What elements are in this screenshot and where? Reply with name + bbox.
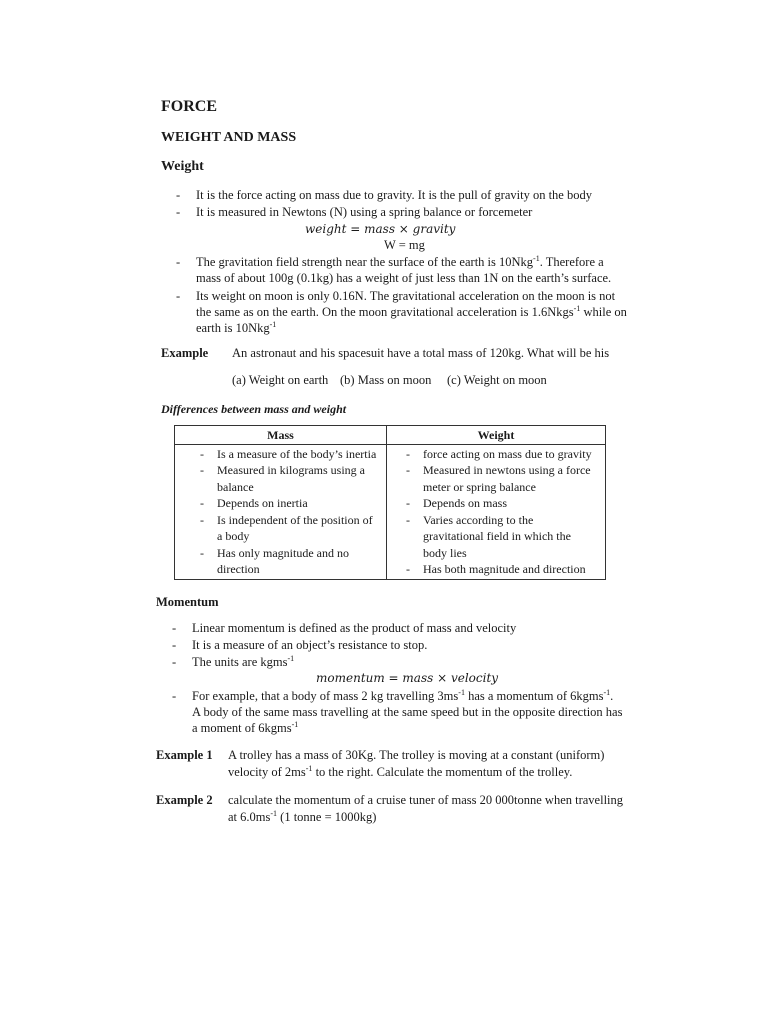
differences-table bbox=[174, 425, 606, 580]
example-1-label: Example 1 bbox=[156, 748, 213, 762]
bullet-dash: - bbox=[200, 463, 204, 477]
bullet-dash: - bbox=[176, 205, 181, 219]
bullet-text: For example, that a body of mass 2 kg travelling 3ms bbox=[192, 689, 459, 703]
weight-bullet-4-line-3 bbox=[196, 320, 276, 336]
bullet-dash: - bbox=[200, 446, 204, 461]
weight-heading: Weight bbox=[161, 159, 204, 174]
bullet-text: It is a measure of an object’s resistance to stop. bbox=[192, 638, 428, 652]
bullet-dash: - bbox=[176, 255, 181, 269]
bullet-text: has a momentum of 6kgms bbox=[464, 689, 604, 703]
bullet-text: It is measured in Newtons (N) using a spring balance or forcemeter bbox=[196, 205, 533, 219]
bullet-dash: - bbox=[172, 655, 177, 669]
list-item bbox=[175, 446, 382, 463]
item-text: force acting on mass due to gravity bbox=[423, 446, 592, 461]
weight-cell bbox=[387, 444, 606, 579]
example-text: An astronaut and his spacesuit have a total mass of 120kg. What will be his bbox=[232, 346, 610, 360]
bullet-text: . bbox=[610, 689, 614, 703]
weight-bullet-4-line-2 bbox=[196, 304, 627, 320]
momentum-bullet-4-line-3 bbox=[192, 720, 298, 736]
example-part-a: (a) Weight on earth bbox=[232, 373, 329, 387]
superscript: -1 bbox=[291, 719, 299, 729]
weight-formula: weight = mass × gravity bbox=[305, 222, 456, 236]
page-title: FORCE bbox=[161, 98, 217, 115]
example-label: Example bbox=[161, 346, 209, 360]
weight-bullet-1 bbox=[176, 187, 592, 203]
list-item bbox=[387, 512, 601, 562]
item-text: Is a measure of the body’s inertia bbox=[217, 446, 377, 461]
mass-cell bbox=[175, 444, 387, 579]
bullet-dash: - bbox=[176, 188, 181, 202]
bullet-text: Linear momentum is defined as the product of mass and velocity bbox=[192, 621, 517, 635]
bullet-dash: - bbox=[172, 621, 177, 635]
momentum-formula: momentum = mass × velocity bbox=[316, 671, 499, 685]
table-header-row bbox=[175, 426, 606, 445]
weight-bullet-3-line-2: mass of about 100g (0.1kg) has a weight of just less than 1N on the earth’s surface. bbox=[196, 271, 612, 285]
superscript: -1 bbox=[305, 763, 313, 773]
example-text: at 6.0ms bbox=[228, 810, 271, 824]
superscript: -1 bbox=[458, 687, 465, 697]
momentum-bullet-4-line-1 bbox=[172, 688, 613, 704]
list-item bbox=[387, 462, 601, 495]
list-item bbox=[175, 545, 382, 578]
superscript: -1 bbox=[573, 303, 581, 313]
item-text: Measured in newtons using a force meter or spring balance bbox=[423, 463, 591, 494]
bullet-dash: - bbox=[406, 446, 410, 461]
momentum-heading: Momentum bbox=[156, 595, 219, 609]
example-text: to the right. Calculate the momentum of the trolley. bbox=[312, 765, 573, 779]
weight-bullet-2 bbox=[176, 204, 532, 220]
momentum-bullet-4-line-2: A body of the same mass travelling at the same speed but in the opposite direction has bbox=[192, 705, 623, 719]
momentum-bullet-2 bbox=[172, 637, 427, 653]
weight-column-header: Weight bbox=[387, 426, 606, 445]
weight-formula-short: W = mg bbox=[384, 238, 425, 252]
superscript: -1 bbox=[270, 808, 278, 818]
weight-bullet-4-line-1 bbox=[176, 288, 615, 304]
bullet-text: . Therefore a bbox=[539, 255, 604, 269]
example-2-label: Example 2 bbox=[156, 793, 213, 807]
example-1-line-1: A trolley has a mass of 30Kg. The trolley is moving at a constant (uniform) bbox=[228, 748, 605, 762]
table-row bbox=[175, 444, 606, 579]
list-item bbox=[387, 446, 601, 463]
momentum-bullet-1 bbox=[172, 620, 516, 636]
example-2-line-1: calculate the momentum of a cruise tuner of mass 20 000tonne when travelling bbox=[228, 793, 624, 807]
section-title: WEIGHT AND MASS bbox=[161, 130, 297, 145]
item-text: Is independent of the position of a body bbox=[217, 512, 373, 543]
bullet-dash: - bbox=[176, 289, 181, 303]
weight-bullet-3-line-1 bbox=[176, 254, 604, 270]
example-2-line-2 bbox=[228, 809, 376, 825]
item-text: Measured in kilograms using a balance bbox=[217, 463, 365, 494]
differences-heading: Differences between mass and weight bbox=[161, 402, 347, 416]
list-item bbox=[387, 495, 601, 512]
momentum-bullet-3 bbox=[172, 654, 294, 670]
bullet-text: The gravitation field strength near the surface of the earth is 10Nkg bbox=[196, 255, 534, 269]
item-text: Has only magnitude and no direction bbox=[217, 545, 349, 576]
example-part-c: (c) Weight on moon bbox=[447, 373, 547, 387]
item-text: Has both magnitude and direction bbox=[423, 562, 586, 576]
list-item bbox=[387, 561, 601, 578]
example-1-line-2 bbox=[228, 764, 572, 780]
superscript: -1 bbox=[603, 687, 611, 697]
bullet-text: the same as on the earth. On the moon gravitational acceleration is 1.6Nkgs bbox=[196, 305, 574, 319]
bullet-dash: - bbox=[172, 689, 177, 703]
bullet-dash: - bbox=[200, 545, 204, 560]
item-text: Varies according to the gravitational field in which the body lies bbox=[423, 512, 571, 560]
item-text: Depends on inertia bbox=[217, 496, 308, 510]
bullet-text: while on bbox=[580, 305, 627, 319]
list-item bbox=[175, 462, 382, 495]
bullet-dash: - bbox=[406, 512, 410, 527]
mass-column-header: Mass bbox=[175, 426, 387, 445]
bullet-text: a moment of 6kgms bbox=[192, 721, 292, 735]
example-text: velocity of 2ms bbox=[228, 765, 306, 779]
list-item bbox=[175, 495, 382, 512]
superscript: -1 bbox=[269, 319, 277, 329]
example-part-b: (b) Mass on moon bbox=[340, 373, 432, 387]
bullet-text: earth is 10Nkg bbox=[196, 321, 270, 335]
item-text: Depends on mass bbox=[423, 496, 507, 510]
bullet-dash: - bbox=[406, 562, 410, 576]
bullet-text: It is the force acting on mass due to gravity. It is the pull of gravity on the body bbox=[196, 188, 592, 202]
bullet-text: The units are kgms bbox=[192, 655, 288, 669]
list-item bbox=[175, 512, 382, 545]
bullet-dash: - bbox=[406, 496, 410, 510]
bullet-dash: - bbox=[406, 463, 410, 477]
superscript: -1 bbox=[287, 653, 295, 663]
superscript: -1 bbox=[533, 253, 540, 263]
bullet-dash: - bbox=[200, 512, 204, 527]
bullet-text: Its weight on moon is only 0.16N. The gravitational acceleration on the moon is not bbox=[196, 289, 616, 303]
example-text: (1 tonne = 1000kg) bbox=[277, 810, 377, 824]
bullet-dash: - bbox=[200, 496, 204, 510]
bullet-dash: - bbox=[172, 638, 177, 652]
